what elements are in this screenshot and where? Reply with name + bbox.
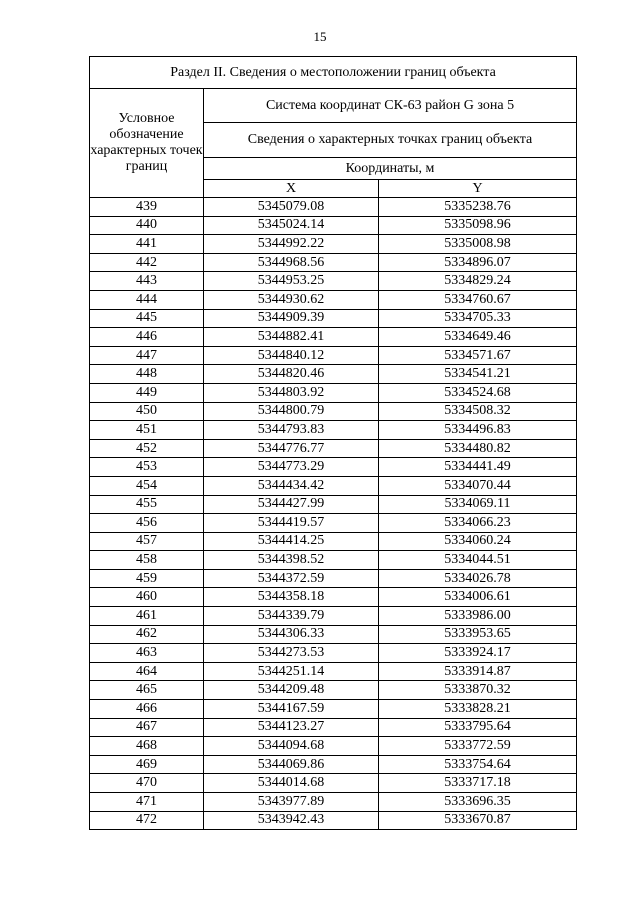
y-coordinate-cell: 5334829.24: [379, 272, 577, 291]
y-coordinate-cell: 5335008.98: [379, 235, 577, 254]
point-number-cell: 464: [90, 662, 204, 681]
y-coordinate-cell: 5334060.24: [379, 532, 577, 551]
y-coordinate-cell: 5334571.67: [379, 346, 577, 365]
x-coordinate-cell: 5344773.29: [204, 458, 379, 477]
table-row: [90, 625, 577, 644]
x-coordinate-cell: 5344968.56: [204, 253, 379, 272]
x-coordinate-cell: 5344094.68: [204, 737, 379, 756]
point-number-cell: 444: [90, 290, 204, 309]
x-coordinate-cell: 5344803.92: [204, 383, 379, 402]
table-row: [90, 811, 577, 830]
x-coordinate-cell: 5344840.12: [204, 346, 379, 365]
x-coordinate-cell: 5344909.39: [204, 309, 379, 328]
x-coordinate-cell: 5344251.14: [204, 662, 379, 681]
x-coordinate-cell: 5344306.33: [204, 625, 379, 644]
y-coordinate-cell: 5335238.76: [379, 198, 577, 217]
y-coordinate-cell: 5333696.35: [379, 793, 577, 812]
y-coordinate-cell: 5333795.64: [379, 718, 577, 737]
y-coordinate-cell: 5334006.61: [379, 588, 577, 607]
point-number-cell: 445: [90, 309, 204, 328]
y-coordinate-cell: 5333754.64: [379, 755, 577, 774]
y-coordinate-cell: 5334541.21: [379, 365, 577, 384]
point-number-cell: 471: [90, 793, 204, 812]
table-row: [90, 755, 577, 774]
point-number-cell: 454: [90, 476, 204, 495]
point-number-cell: 440: [90, 216, 204, 235]
x-coordinate-cell: 5345024.14: [204, 216, 379, 235]
table-row: [90, 365, 577, 384]
table-row: [90, 476, 577, 495]
x-coordinate-cell: 5344358.18: [204, 588, 379, 607]
table-row: [90, 198, 577, 217]
point-number-cell: 446: [90, 328, 204, 347]
y-coordinate-cell: 5334760.67: [379, 290, 577, 309]
point-number-cell: 443: [90, 272, 204, 291]
y-coordinate-cell: 5333717.18: [379, 774, 577, 793]
point-number-cell: 466: [90, 700, 204, 719]
y-coordinate-cell: 5333924.17: [379, 644, 577, 663]
y-coordinate-cell: 5334070.44: [379, 476, 577, 495]
y-coordinate-cell: 5333986.00: [379, 607, 577, 626]
table-row: [90, 588, 577, 607]
y-coordinate-cell: 5334496.83: [379, 421, 577, 440]
table-row: [90, 402, 577, 421]
coordinates-table: [89, 56, 577, 830]
x-coordinate-cell: 5344123.27: [204, 718, 379, 737]
table-row: [90, 514, 577, 533]
x-coordinate-cell: 5344069.86: [204, 755, 379, 774]
x-header: X: [204, 180, 379, 198]
table-row: [90, 793, 577, 812]
y-coordinate-cell: 5334044.51: [379, 551, 577, 570]
table-row: [90, 272, 577, 291]
point-number-cell: 465: [90, 681, 204, 700]
x-coordinate-cell: 5344414.25: [204, 532, 379, 551]
y-coordinate-cell: 5334524.68: [379, 383, 577, 402]
table-row: [90, 644, 577, 663]
point-number-cell: 450: [90, 402, 204, 421]
section-title: Раздел II. Сведения о местоположении границ объекта: [90, 57, 577, 89]
points-info: Сведения о характерных точках границ объекта: [204, 123, 577, 158]
y-coordinate-cell: 5334026.78: [379, 569, 577, 588]
x-coordinate-cell: 5344434.42: [204, 476, 379, 495]
x-coordinate-cell: 5344427.99: [204, 495, 379, 514]
table-row: [90, 774, 577, 793]
point-number-cell: 439: [90, 198, 204, 217]
y-coordinate-cell: 5333772.59: [379, 737, 577, 756]
point-number-cell: 459: [90, 569, 204, 588]
point-number-cell: 456: [90, 514, 204, 533]
point-number-cell: 441: [90, 235, 204, 254]
coordinate-system: Система координат СК-63 район G зона 5: [204, 89, 577, 123]
x-coordinate-cell: 5344800.79: [204, 402, 379, 421]
y-coordinate-cell: 5334896.07: [379, 253, 577, 272]
point-number-cell: 470: [90, 774, 204, 793]
y-coordinate-cell: 5334705.33: [379, 309, 577, 328]
x-coordinate-cell: 5344930.62: [204, 290, 379, 309]
point-number-cell: 469: [90, 755, 204, 774]
table-row: [90, 458, 577, 477]
table-row: [90, 737, 577, 756]
table-row: [90, 495, 577, 514]
coordinates-header: Координаты, м: [204, 158, 577, 180]
table-row: [90, 607, 577, 626]
y-coordinate-cell: 5334480.82: [379, 439, 577, 458]
table-row: [90, 718, 577, 737]
x-coordinate-cell: 5344339.79: [204, 607, 379, 626]
table-row: [90, 700, 577, 719]
x-coordinate-cell: 5344776.77: [204, 439, 379, 458]
y-coordinate-cell: 5335098.96: [379, 216, 577, 235]
point-number-cell: 451: [90, 421, 204, 440]
y-coordinate-cell: 5333828.21: [379, 700, 577, 719]
x-coordinate-cell: 5344419.57: [204, 514, 379, 533]
row-label-header: Условное обозначение характерных точек границ: [90, 89, 204, 198]
table-row: [90, 569, 577, 588]
point-number-cell: 468: [90, 737, 204, 756]
x-coordinate-cell: 5345079.08: [204, 198, 379, 217]
point-number-cell: 467: [90, 718, 204, 737]
point-number-cell: 442: [90, 253, 204, 272]
y-coordinate-cell: 5334069.11: [379, 495, 577, 514]
y-coordinate-cell: 5334066.23: [379, 514, 577, 533]
point-number-cell: 472: [90, 811, 204, 830]
table-row: [90, 216, 577, 235]
table-row: [90, 309, 577, 328]
y-coordinate-cell: 5334441.49: [379, 458, 577, 477]
x-coordinate-cell: 5344882.41: [204, 328, 379, 347]
point-number-cell: 458: [90, 551, 204, 570]
point-number-cell: 457: [90, 532, 204, 551]
x-coordinate-cell: 5344372.59: [204, 569, 379, 588]
table-row: [90, 421, 577, 440]
x-coordinate-cell: 5344209.48: [204, 681, 379, 700]
x-coordinate-cell: 5344992.22: [204, 235, 379, 254]
x-coordinate-cell: 5343977.89: [204, 793, 379, 812]
y-coordinate-cell: 5334649.46: [379, 328, 577, 347]
table-row: [90, 551, 577, 570]
point-number-cell: 460: [90, 588, 204, 607]
table-row: [90, 662, 577, 681]
y-header: Y: [379, 180, 577, 198]
x-coordinate-cell: 5343942.43: [204, 811, 379, 830]
point-number-cell: 447: [90, 346, 204, 365]
x-coordinate-cell: 5344953.25: [204, 272, 379, 291]
y-coordinate-cell: 5334508.32: [379, 402, 577, 421]
y-coordinate-cell: 5333953.65: [379, 625, 577, 644]
point-number-cell: 462: [90, 625, 204, 644]
point-number-cell: 461: [90, 607, 204, 626]
table-row: [90, 235, 577, 254]
x-coordinate-cell: 5344820.46: [204, 365, 379, 384]
table-row: [90, 439, 577, 458]
table-row: [90, 253, 577, 272]
table-row: [90, 532, 577, 551]
y-coordinate-cell: 5333670.87: [379, 811, 577, 830]
point-number-cell: 453: [90, 458, 204, 477]
page-number: 15: [313, 29, 327, 44]
table-row: [90, 328, 577, 347]
point-number-cell: 448: [90, 365, 204, 384]
x-coordinate-cell: 5344398.52: [204, 551, 379, 570]
y-coordinate-cell: 5333914.87: [379, 662, 577, 681]
x-coordinate-cell: 5344167.59: [204, 700, 379, 719]
point-number-cell: 449: [90, 383, 204, 402]
y-coordinate-cell: 5333870.32: [379, 681, 577, 700]
point-number-cell: 452: [90, 439, 204, 458]
table-row: [90, 681, 577, 700]
x-coordinate-cell: 5344014.68: [204, 774, 379, 793]
table-row: [90, 383, 577, 402]
table-row: [90, 290, 577, 309]
x-coordinate-cell: 5344273.53: [204, 644, 379, 663]
point-number-cell: 463: [90, 644, 204, 663]
x-coordinate-cell: 5344793.83: [204, 421, 379, 440]
table-row: [90, 346, 577, 365]
point-number-cell: 455: [90, 495, 204, 514]
